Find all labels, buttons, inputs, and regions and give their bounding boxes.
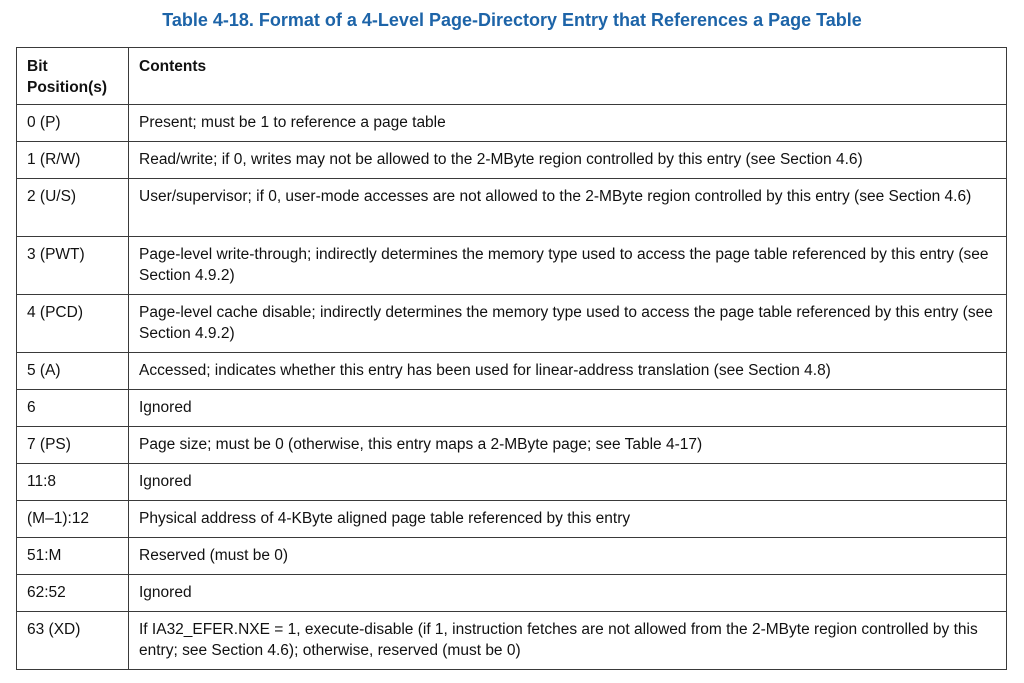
contents-cell: Ignored <box>129 575 1007 612</box>
bit-position-cell: 4 (PCD) <box>17 295 129 353</box>
bit-position-cell: 5 (A) <box>17 353 129 390</box>
table-row <box>17 427 1007 464</box>
table-row <box>17 179 1007 237</box>
table-row <box>17 353 1007 390</box>
header-line: Bit <box>27 58 48 75</box>
table-caption: Table 4-18. Format of a 4-Level Page-Directory Entry that References a Page Table <box>162 10 862 30</box>
contents-cell: Reserved (must be 0) <box>129 538 1007 575</box>
contents-cell: If IA32_EFER.NXE = 1, execute-disable (if 1, instruction fetches are not allowed from the 2-MByte region controlled by this entry; see Section 4.6); otherwise, reserved (must be 0) <box>129 612 1007 670</box>
contents-cell: Read/write; if 0, writes may not be allowed to the 2-MByte region controlled by this entry (see Section 4.6) <box>129 142 1007 179</box>
contents-cell: Ignored <box>129 464 1007 501</box>
table-row <box>17 237 1007 295</box>
bit-position-cell: 3 (PWT) <box>17 237 129 295</box>
table-row <box>17 538 1007 575</box>
table-row <box>17 105 1007 142</box>
bit-position-cell: 1 (R/W) <box>17 142 129 179</box>
contents-cell: User/supervisor; if 0, user-mode accesses are not allowed to the 2-MByte region controlled by this entry (see Section 4.6) <box>129 179 1007 237</box>
bit-position-cell: 63 (XD) <box>17 612 129 670</box>
header-line: Position(s) <box>27 79 108 96</box>
table-row <box>17 501 1007 538</box>
contents-cell: Ignored <box>129 390 1007 427</box>
table-row <box>17 575 1007 612</box>
table-row <box>17 464 1007 501</box>
table-row <box>17 390 1007 427</box>
bit-position-cell: 62:52 <box>17 575 129 612</box>
table-row <box>17 142 1007 179</box>
bit-position-cell: 6 <box>17 390 129 427</box>
bit-position-cell: 0 (P) <box>17 105 129 142</box>
bit-position-cell: 7 (PS) <box>17 427 129 464</box>
bit-position-cell: 2 (U/S) <box>17 179 129 237</box>
table-header-row <box>17 48 1007 105</box>
contents-cell: Present; must be 1 to reference a page table <box>129 105 1007 142</box>
contents-cell: Page-level cache disable; indirectly determines the memory type used to access the page table referenced by this entry (see Section 4.9.2) <box>129 295 1007 353</box>
column-header-bit-position <box>17 48 129 105</box>
bit-position-cell: 11:8 <box>17 464 129 501</box>
table-row <box>17 612 1007 670</box>
contents-cell: Accessed; indicates whether this entry has been used for linear-address translation (see Section 4.8) <box>129 353 1007 390</box>
page-directory-entry-table <box>16 47 1007 670</box>
contents-cell: Page size; must be 0 (otherwise, this entry maps a 2-MByte page; see Table 4-17) <box>129 427 1007 464</box>
contents-cell: Page-level write-through; indirectly determines the memory type used to access the page table referenced by this entry (see Section 4.9.2) <box>129 237 1007 295</box>
contents-cell: Physical address of 4-KByte aligned page table referenced by this entry <box>129 501 1007 538</box>
column-header-contents: Contents <box>129 48 1007 105</box>
bit-position-cell: (M–1):12 <box>17 501 129 538</box>
bit-position-cell: 51:M <box>17 538 129 575</box>
table-row <box>17 295 1007 353</box>
